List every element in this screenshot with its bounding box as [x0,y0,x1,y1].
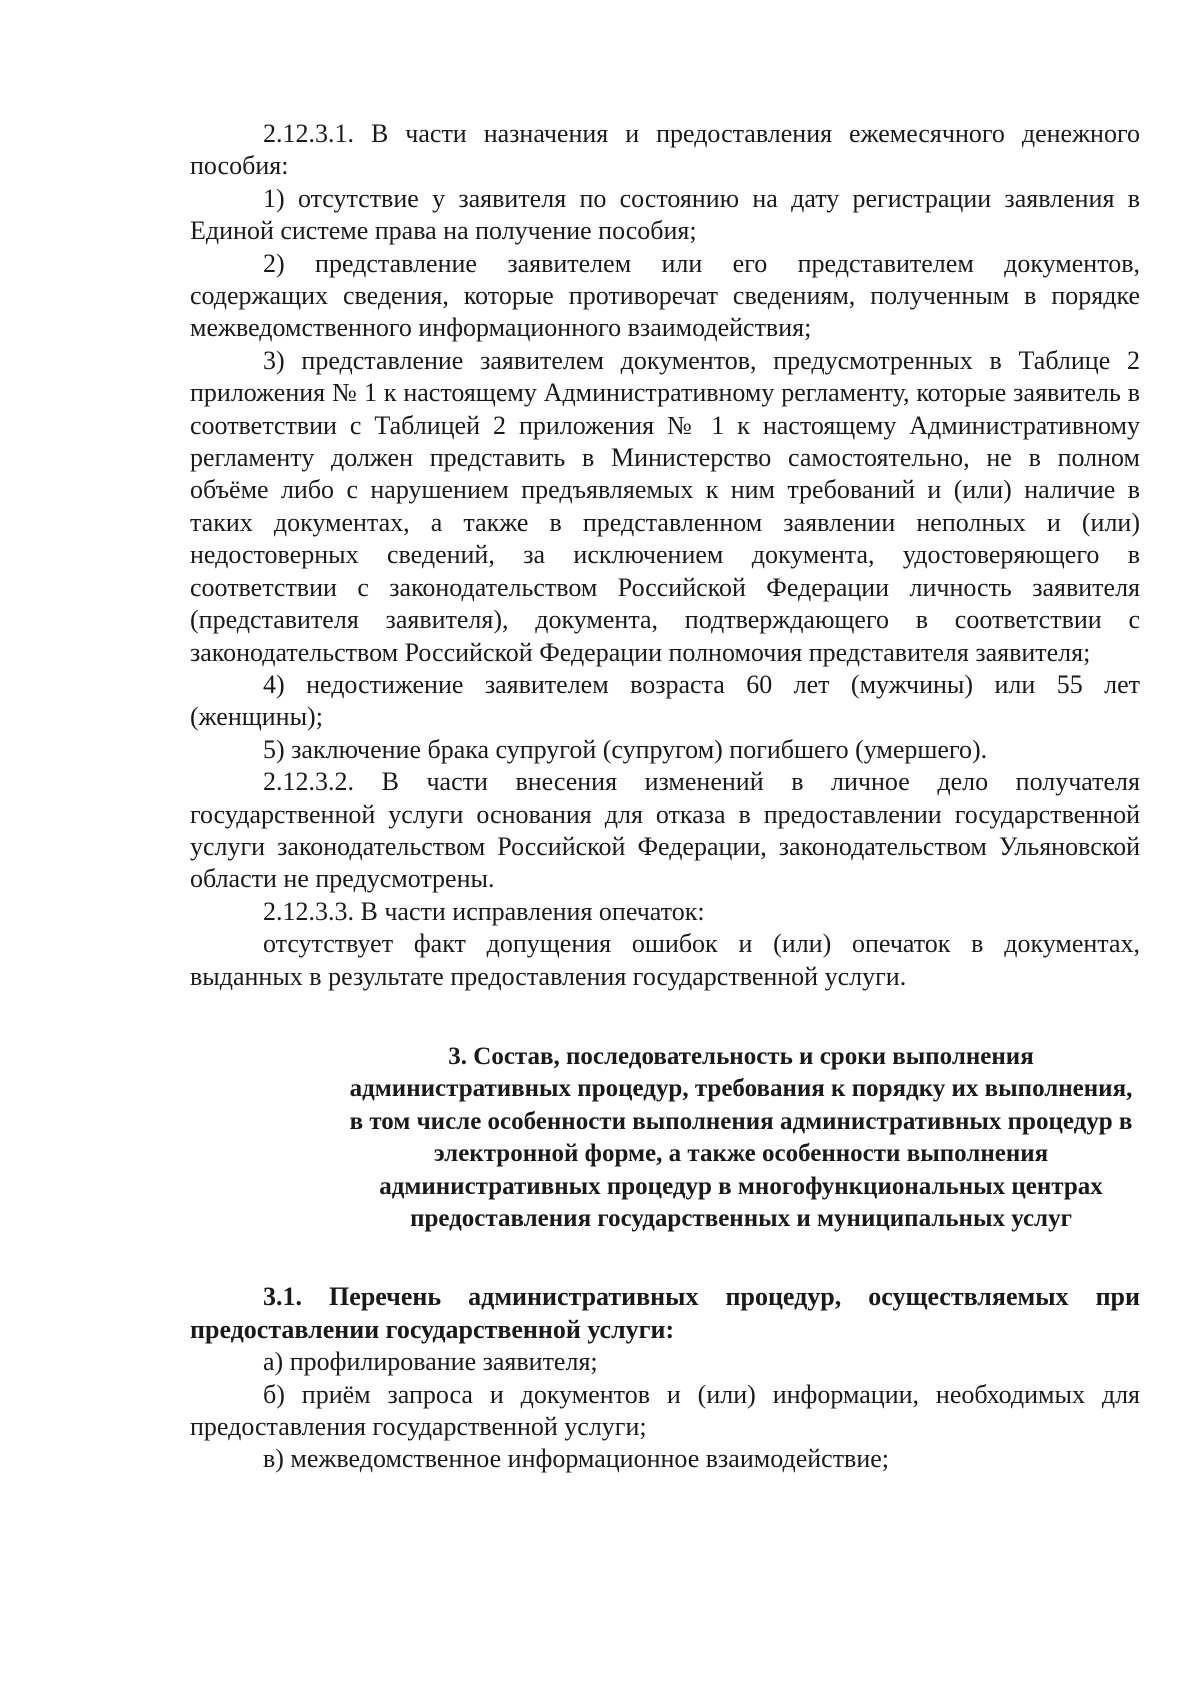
paragraph-item-5: 5) заключение брака супругой (супругом) погибшего (умершего). [263,734,988,764]
paragraph-2-12-3-1: 2.12.3.1. В части назначения и предоставления ежемесячного денежного пособия: [190,119,1140,181]
procedure-list [190,1346,1140,1476]
section-3-heading: 3. Состав, последовательность и сроки выполнения административных процедур, требования к порядку их выполнения, в том числе особенности выполнения административных процедур в электронной форме, а также особенности выполнения административных процедур в многофункциональных центрах предоставления государственных и муниципальных услуг [349,1042,1133,1232]
paragraph-item-2: 2) представление заявителем или его представителем документов, содержащих сведения, которые противоречат сведениям, полученным в порядке межведомственного информационного взаимодействия; [190,248,1140,343]
section-3-1-subheading-block [190,1281,1140,1346]
paragraph-item-1: 1) отсутствие у заявителя по состоянию на дату регистрации заявления в Единой системе права на получение пособия; [190,183,1140,246]
paragraph-item-4: 4) недостижение заявителем возраста 60 лет (мужчины) или 55 лет (женщины); [190,669,1140,732]
document-page [190,118,1140,1476]
section-2-12-3 [190,118,1140,993]
paragraph-2-12-3-2: 2.12.3.2. В части внесения изменений в личное дело получателя государственной услуги основания для отказа в предоставлении государственной услуги законодательством Российской Федерации, законодательством Ульяновской области не предусмотрены. [190,767,1140,894]
paragraph-item-3: 3) представление заявителем документов, предусмотренных в Таблице 2 приложения № 1 к настоящему Административному регламенту, которые заявитель в соответствии с Таблицей 2 приложения № 1 к настоящему Административному регламенту должен представить в Министерство самостоятельно, не в полном объёме либо с нарушением предъявляемых к ним требований и (или) наличие в таких документах, а также в представленном заявлении неполных и (или) недостоверных сведений, за исключением документа, удостоверяющего в соответствии с законодательством Российской Федерации личность заявителя (представителя заявителя), документа, подтверждающего в соответствии с законодательством Российской Федерации полномочия представителя заявителя; [190,345,1140,667]
section-3-heading-block [342,1041,1140,1235]
list-item: в) межведомственное информационное взаимодействие; [263,1444,890,1474]
paragraph-no-typos: отсутствует факт допущения ошибок и (или) опечаток в документах, выданных в результате предоставления государственной услуги. [190,929,1140,991]
list-item: б) приём запроса и документов и (или) информации, необходимых для предоставления государственной услуги; [190,1379,1140,1442]
list-item: а) профилирование заявителя; [263,1347,598,1377]
paragraph-2-12-3-3: 2.12.3.3. В части исправления опечаток: [263,896,705,926]
section-3-1-subheading: 3.1. Перечень административных процедур, осуществляемых при предоставлении государственной услуги: [190,1282,1140,1344]
